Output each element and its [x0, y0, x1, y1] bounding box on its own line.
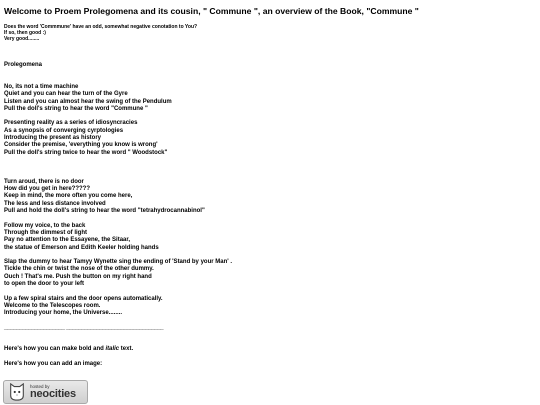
section-label: Prolegomena: [4, 62, 43, 69]
brand-label: neocities: [30, 388, 76, 400]
underscore-rule: ____________________ ________________________________: [4, 324, 164, 331]
bold-italic-line: [4, 346, 534, 353]
image-line: Here's how you can add an image:: [4, 360, 103, 367]
stanza-3: [4, 179, 534, 215]
poem-line: As a synopsis of converging cyrptologies: [4, 127, 124, 134]
page-title: Welcome to Proem Prolegomena and its cousin, " Commune ", an overview of the Book, "Commune ": [4, 6, 419, 16]
poem-line: Presenting reality as a series of idiosyncracies: [4, 120, 138, 127]
stanza-5: [4, 259, 534, 288]
stanza-6: [4, 296, 534, 318]
stanza-4: [4, 223, 534, 252]
hosted-by-label: hosted by: [30, 384, 50, 389]
poem-line: Pull and hold the doll's string to hear the word "tetrahydrocannabinol": [4, 208, 205, 215]
page-content: [4, 6, 534, 368]
poem-line: to open the door to your left: [4, 281, 84, 287]
poem-line: Ouch ! That's me. Push the button on my right hand: [4, 273, 152, 280]
poem-line: Slap the dummy to hear Tamyy Wynette sing the ending of 'Stand by your Man' .: [4, 259, 232, 266]
poem-line: Through the dimmest of light: [4, 229, 87, 236]
poem-line: Introducing the present as history: [4, 135, 102, 142]
intro-block: [4, 25, 534, 42]
poem-line: No, its not a time machine: [4, 83, 79, 90]
poem-line: The less and less distance involved: [4, 200, 106, 207]
poem-line: Consider the premise, 'everything you know is wrong': [4, 142, 158, 149]
intro-line: If so, then good :): [4, 29, 46, 36]
italic-word: italic: [105, 346, 120, 353]
poem-line: How did you get in here?????: [4, 186, 90, 193]
stanza-1: [4, 84, 534, 113]
poem-line: Turn aroud, there is no door: [4, 178, 84, 185]
badge-text: [30, 384, 76, 400]
poem-line: Introducing your home, the Universe........: [4, 310, 123, 317]
poem-line: Keep in mind, the more often you come here,: [4, 193, 133, 200]
poem-line: Pull the doll's string to hear the word "Commune ": [4, 105, 148, 112]
poem-line: Tickle the chin or twist the nose of the other dummy.: [4, 266, 154, 273]
poem-line: Listen and you can almost hear the swing of the Pendulum: [4, 98, 172, 105]
stanza-2: [4, 120, 534, 156]
neocities-badge[interactable]: [3, 380, 88, 404]
intro-line: Does the word 'Commmune' have an odd, somewhat negative conotation to You?: [4, 24, 198, 30]
poem-line: Welcome to the Telescopes room.: [4, 302, 101, 309]
poem-line: Up a few spiral stairs and the door opens automatically.: [4, 295, 163, 302]
bold-italic-before: Here's how you can make bold and: [4, 346, 106, 353]
intro-line: Very good........: [4, 35, 40, 42]
neocities-cat-icon: [8, 383, 26, 401]
poem-line: Follow my voice, to the back: [4, 222, 86, 229]
poem-line: Pay no attention to the Essayene, the Sitaar,: [4, 237, 131, 244]
poem-line: Pull the doll's string twice to hear the word " Woodstock": [4, 149, 168, 156]
bold-italic-after: text.: [119, 346, 134, 353]
poem-line: Quiet and you can hear the turn of the Gyre: [4, 91, 128, 98]
poem-line: the statue of Emerson and Edith Keeler holding hands: [4, 244, 159, 251]
